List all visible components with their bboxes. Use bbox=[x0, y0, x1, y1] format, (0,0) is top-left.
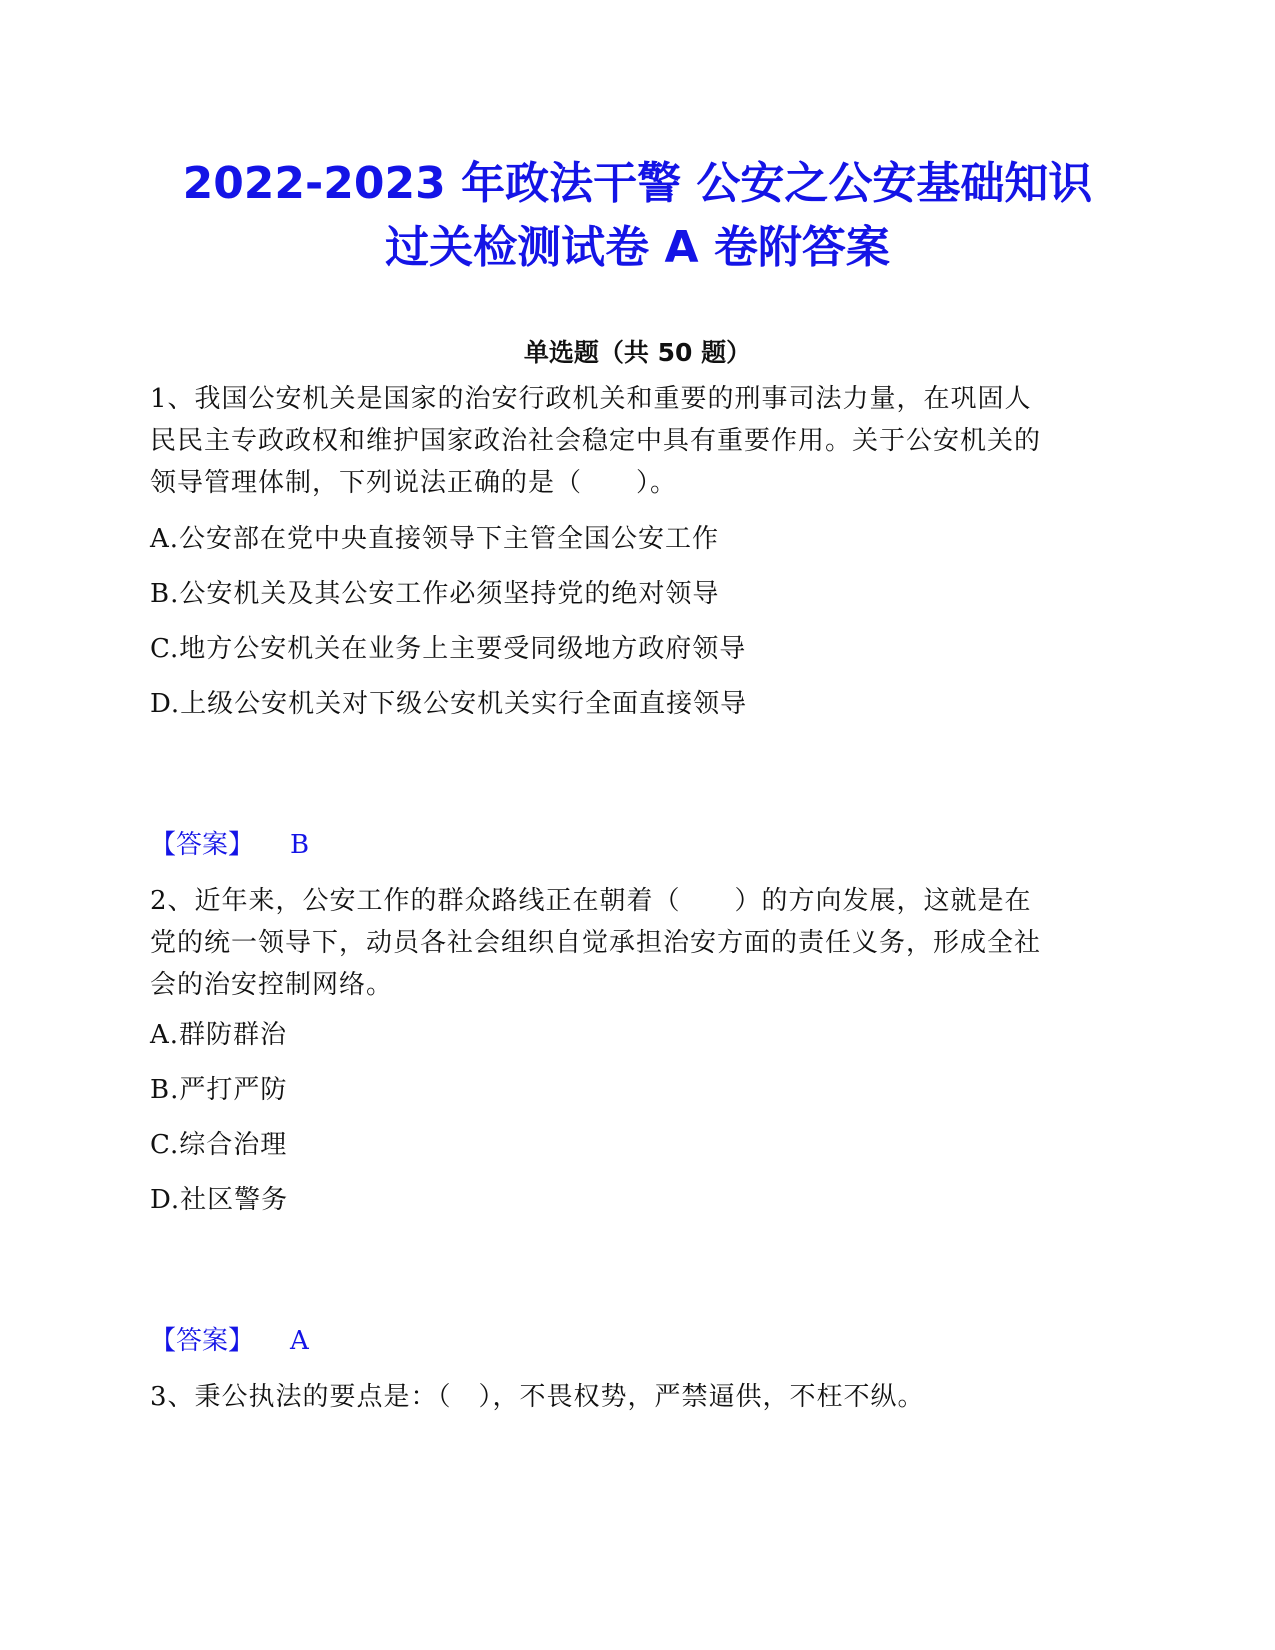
question-2-option-b: B.严打严防 bbox=[150, 1075, 288, 1105]
question-1-answer bbox=[150, 826, 309, 864]
question-2-line-2: 党的统一领导下，动员各社会组织自觉承担治安方面的责任义务，形成全社 bbox=[150, 928, 1042, 958]
question-1-option-b: B.公安机关及其公安工作必须坚持党的绝对领导 bbox=[150, 579, 720, 609]
question-2-answer bbox=[150, 1322, 309, 1360]
question-1-option-a: A.公安部在党中央直接领导下主管全国公安工作 bbox=[150, 524, 720, 554]
question-1-option-c: C.地方公安机关在业务上主要受同级地方政府领导 bbox=[150, 634, 747, 664]
answer-value: A bbox=[290, 1326, 309, 1356]
question-2-option-d: D.社区警务 bbox=[150, 1185, 289, 1215]
document-title-line-2: 过关检测试卷 A 卷附答案 bbox=[385, 222, 890, 273]
answer-label: 【答案】 bbox=[150, 830, 255, 860]
question-2-option-c: C.综合治理 bbox=[150, 1130, 288, 1160]
document-title-line-1: 2022-2023 年政法干警 公安之公安基础知识 bbox=[182, 158, 1093, 209]
answer-label: 【答案】 bbox=[150, 1326, 255, 1356]
question-1-line-1: 1、我国公安机关是国家的治安行政机关和重要的刑事司法力量，在巩固人 bbox=[150, 384, 1032, 414]
answer-value: B bbox=[290, 830, 310, 860]
section-heading: 单选题（共 50 题） bbox=[523, 338, 752, 367]
question-2-line-1: 2、近年来，公安工作的群众路线正在朝着（ ）的方向发展，这就是在 bbox=[150, 886, 1032, 916]
question-2-line-3: 会的治安控制网络。 bbox=[150, 970, 394, 1000]
question-1-line-2: 民民主专政政权和维护国家政治社会稳定中具有重要作用。关于公安机关的 bbox=[150, 426, 1042, 456]
question-1-line-3: 领导管理体制，下列说法正确的是（ ）。 bbox=[150, 468, 678, 498]
question-2-option-a: A.群防群治 bbox=[150, 1020, 288, 1050]
question-3-line-1: 3、秉公执法的要点是：（ ），不畏权势，严禁逼供，不枉不纵。 bbox=[150, 1382, 925, 1412]
question-1-option-d: D.上级公安机关对下级公安机关实行全面直接领导 bbox=[150, 689, 748, 719]
